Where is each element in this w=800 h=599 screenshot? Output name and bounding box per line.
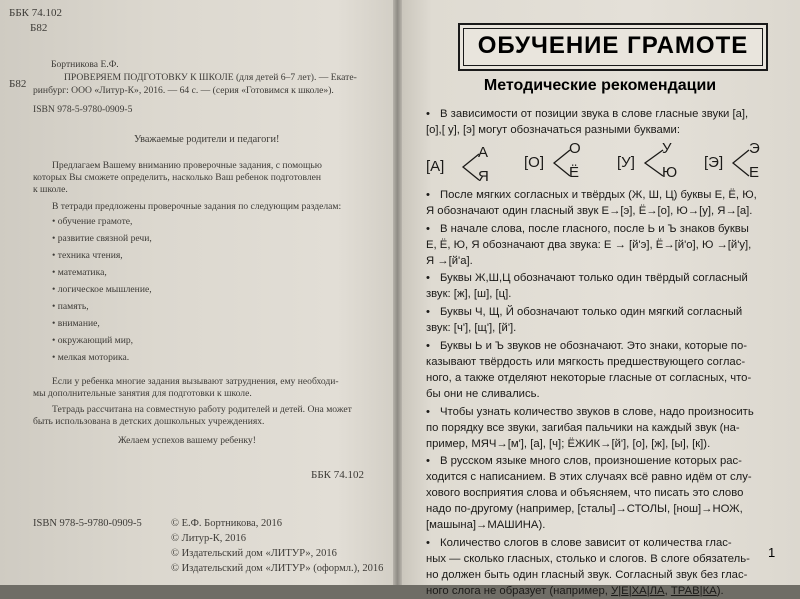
paragraph-line: по порядку все звуки, загибая пальчики на каждый звук (на- xyxy=(426,422,740,434)
letter-upper: А xyxy=(478,144,489,161)
paragraph-line: Я →[й'а]. xyxy=(426,255,473,267)
paragraph-line: хового восприятия слова и объясняем, что писать это слово xyxy=(426,487,744,499)
paragraph-line: • Чтобы узнать количество звуков в слове, надо произносить xyxy=(426,406,754,418)
letter-upper: У xyxy=(662,140,672,157)
page-number: 1 xyxy=(768,545,776,560)
sound-label: [У] xyxy=(617,154,635,171)
biblio-line: ринбург: ООО «Литур-К», 2016. — 64 с. — (серия «Готовимся к школе»). xyxy=(33,85,334,96)
author-code-margin: Б82 xyxy=(9,78,27,90)
subtitle: Методические рекомендации xyxy=(483,77,717,94)
letter-lower: Ю xyxy=(662,164,678,181)
letter-upper: О xyxy=(569,140,581,157)
paragraph-line: • В начале слова, после гласного, после Ь и Ъ знаков буквы xyxy=(426,223,749,235)
intro-line: к школе. xyxy=(33,184,68,195)
sound-label: [Э] xyxy=(704,154,724,171)
wish-line: Желаем успехов вашему ребенку! xyxy=(118,435,256,446)
paragraph-line: Я обозначают один гласный звук Е→[э], Ё→[о], Ю→[у], Я→[а]. xyxy=(426,205,753,217)
paragraph-line: надо по-другому (например, [сталы]→СТОЛЫ, [нош]→НОЖ, xyxy=(426,503,743,515)
isbn-bottom: ISBN 978-5-9780-0909-5 xyxy=(33,518,142,529)
biblio-line: ПРОВЕРЯЕМ ПОДГОТОВКУ К ШКОЛЕ (для детей 6–7 лет). — Екате- xyxy=(64,72,357,83)
intro-line: которых Вы сможете определить, насколько Ваш ребенок подготовлен xyxy=(33,172,322,183)
sound-label: [А] xyxy=(426,158,445,175)
section-item: • мелкая моторика. xyxy=(52,352,130,363)
sound-label: [О] xyxy=(524,154,545,171)
paragraph-line: • Буквы Ч, Щ, Й обозначают только один мягкий согласный xyxy=(426,306,743,318)
paragraph-line: звук: [ч'], [щ'], [й']. xyxy=(426,322,517,334)
section-title-box xyxy=(458,23,768,71)
section-item: • окружающий мир, xyxy=(52,335,134,346)
paragraph-line: • Буквы Ь и Ъ звуков не обозначают. Это знаки, которые по- xyxy=(426,340,748,352)
paragraph-line: • Буквы Ж,Ш,Ц обозначают только один твёрдый согласный xyxy=(426,272,748,284)
copyright-line: © Издательский дом «ЛИТУР» (оформл.), 2016 xyxy=(171,563,384,574)
paragraph-line: ходится с написанием. В этих случаях всё равно идём от слу- xyxy=(426,471,752,483)
letter-lower: Е xyxy=(749,164,760,181)
biblio-author: Бортникова Е.Ф. xyxy=(51,59,119,70)
bbk-code-bottom: ББК 74.102 xyxy=(311,469,364,481)
paragraph-line: ных — сколько гласных, столько и слогов. В слоге обязатель- xyxy=(426,553,750,565)
copyright-line: © Литур-К, 2016 xyxy=(171,533,247,544)
paragraph-line: Е, Ё, Ю, Я обозначают два звука: Е → [й'э], Ё→[й'о], Ю →[й'у], xyxy=(426,239,752,251)
section-item: • техника чтения, xyxy=(52,250,123,261)
copyright-line: © Е.Ф. Бортникова, 2016 xyxy=(171,518,282,529)
paragraph-line: • В русском языке много слов, произношение которых рас- xyxy=(426,455,742,467)
help-line: Если у ребенка многие задания вызывают затруднения, ему необходи- xyxy=(52,376,339,387)
branch-icon xyxy=(731,146,751,180)
letter-lower: Ё xyxy=(569,164,580,181)
section-title: ОБУЧЕНИЕ ГРАМОТЕ xyxy=(463,28,763,66)
section-item: • внимание, xyxy=(52,318,100,329)
copyright-line: © Издательский дом «ЛИТУР», 2016 xyxy=(171,548,337,559)
isbn-top: ISBN 978-5-9780-0909-5 xyxy=(33,104,133,115)
paragraph-line: бы они не сливались. xyxy=(426,388,540,400)
section-item: • обучение грамоте, xyxy=(52,216,133,227)
paragraph-line: • В зависимости от позиции звука в слове гласные звуки [а], xyxy=(426,108,749,120)
help-line: мы дополнительные занятия для подготовки к школе. xyxy=(33,388,252,399)
left-page xyxy=(0,0,396,585)
letter-upper: Э xyxy=(749,140,760,157)
section-item: • математика, xyxy=(52,267,107,278)
section-item: • логическое мышление, xyxy=(52,284,152,295)
sections-intro: В тетради предложены проверочные задания по следующим разделам: xyxy=(52,201,342,212)
paragraph-line: [машына]→МАШИНА). xyxy=(426,519,546,531)
paragraph-line: пример, МЯЧ→[м'], [а], [ч]; ЁЖИК→[й'], [о], [ж], [ы], [к]). xyxy=(426,438,711,450)
paragraph-line: звук: [ж], [ш], [ц]. xyxy=(426,288,512,300)
section-item: • развитие связной речи, xyxy=(52,233,152,244)
bbk-code-top: ББК 74.102 xyxy=(9,7,62,19)
intro-line: Предлагаем Вашему вниманию проверочные задания, с помощью xyxy=(52,160,322,171)
joint-line: Тетрадь рассчитана на совместную работу родителей и детей. Она может xyxy=(52,404,352,415)
paragraph-line: казывают твёрдость или мягкость предшествующего соглас- xyxy=(426,356,746,368)
letter-lower: Я xyxy=(478,168,489,185)
greeting-heading: Уважаемые родители и педагоги! xyxy=(134,134,280,145)
paragraph-line: • Количество слогов в слове зависит от количества глас- xyxy=(426,537,732,549)
paragraph-line: [о],[ у], [э] могут обозначаться разными буквами: xyxy=(426,124,680,136)
paragraph-line: • После мягких согласных и твёрдых (Ж, Ш, Ц) буквы Е, Ё, Ю, xyxy=(426,189,757,201)
paragraph-line: но должен быть один гласный звук. Согласный звук без глас- xyxy=(426,569,748,581)
joint-line: быть использована в детских дошкольных учреждениях. xyxy=(33,416,265,427)
section-item: • память, xyxy=(52,301,89,312)
paragraph-line: ного, а также отделяют некоторые гласные от согласных, что- xyxy=(426,372,752,384)
paragraph-line: ного слога не образует (например, У|Е|ХА|ЛА, ТРАВ|КА). xyxy=(426,585,724,597)
author-code: Б82 xyxy=(30,22,48,34)
